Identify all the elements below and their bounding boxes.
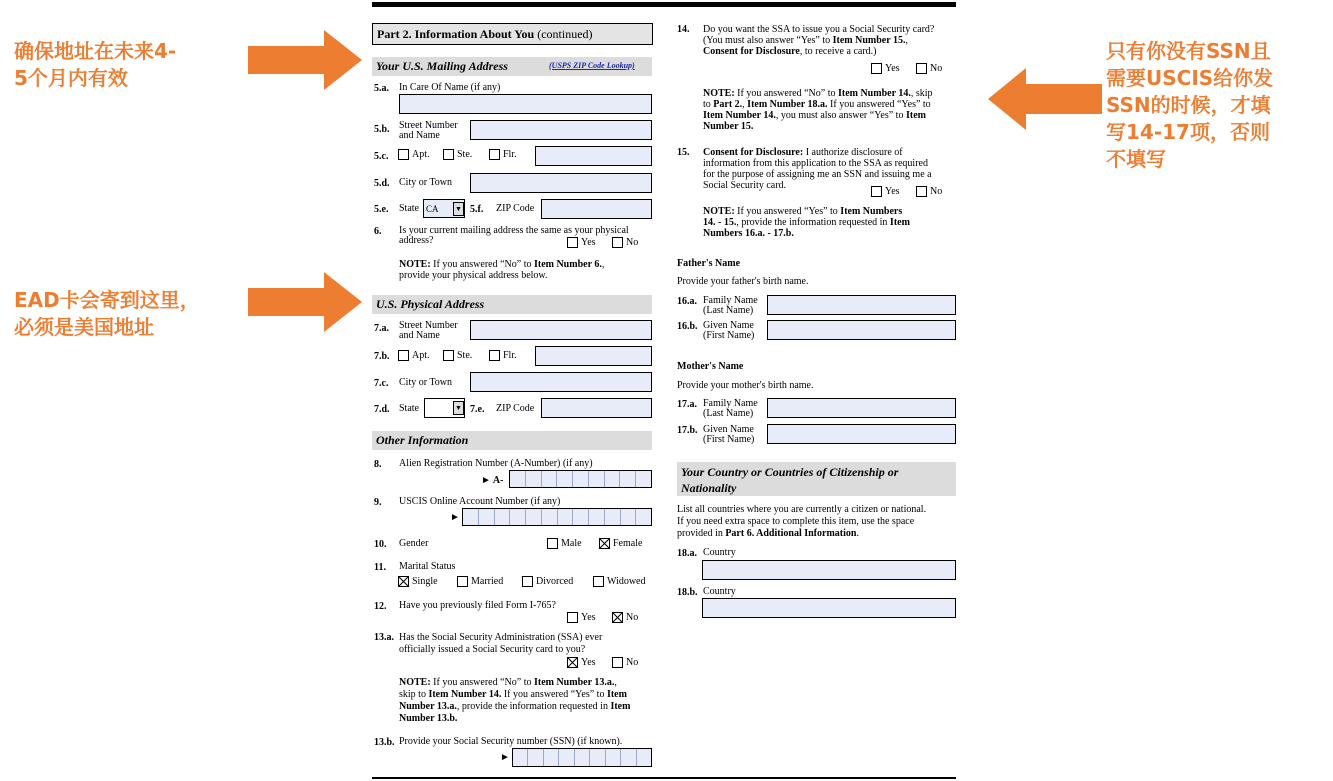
item-number: 15. [677,147,690,158]
city-label: City or Town [399,377,453,388]
in-care-of-label: In Care Of Name (if any) [399,82,501,93]
top-rule [372,2,956,7]
ssn-label: Provide your Social Security number (SSN) (if known). [399,736,623,747]
item-number: 7.a. [374,323,389,334]
city-label: City or Town [399,177,453,188]
state-label: State [399,203,419,214]
married-checkbox[interactable]: Married [457,576,503,587]
country-1-input[interactable] [702,560,956,580]
single-checkbox[interactable]: Single [398,576,438,587]
mother-name-header: Mother's Name [677,361,744,372]
item-number: 17.b. [677,425,698,436]
state-select[interactable]: CA ▼ [423,199,465,218]
male-checkbox[interactable]: Male [547,538,582,549]
family-name-label: Family Name (Last Name) [703,398,758,419]
q12-yes-checkbox[interactable]: Yes [567,612,596,623]
mother-family-name-input[interactable] [767,398,956,418]
state-label: State [399,403,419,414]
q6-no-checkbox[interactable]: No [612,237,638,248]
item-number: 7.e. [470,404,485,415]
father-given-name-input[interactable] [767,320,956,340]
zip-input[interactable] [541,199,652,219]
citizenship-text: List all countries where you are currently a citizen or national. If you need extra space to complete this item, use the space provided in Part 6. Additional Information. [677,504,927,539]
unit-number-input[interactable] [535,346,652,366]
item-number: 7.c. [374,378,389,389]
zip-label: ZIP Code [496,203,535,214]
usps-zip-link[interactable]: (USPS ZIP Code Lookup) [549,61,635,70]
note-q13a: NOTE: If you answered “No” to Item Number 13.a., skip to Item Number 14. If you answered “Yes” to Item Number 13.a., provide the information requested in Item Number 13.b. [399,677,631,724]
item-number: 18.b. [677,587,698,598]
item-number: 14. [677,24,690,35]
zip-input[interactable] [541,398,652,418]
chevron-down-icon: ▼ [453,202,464,216]
mailing-address-header: Your U.S. Mailing Address [372,57,652,76]
father-family-name-input[interactable] [767,295,956,315]
city-input[interactable] [470,173,652,193]
q13a-yes-checkbox[interactable]: Yes [567,657,596,668]
state-select[interactable] [424,398,465,418]
arrow-marker-icon: ► [450,512,460,523]
father-name-text: Provide your father's birth name. [677,276,809,287]
item-number: 10. [374,539,387,550]
annotation-ead-mail: EAD卡会寄到这里， 必须是美国地址 [14,288,200,339]
street-input[interactable] [470,320,652,340]
city-input[interactable] [470,372,652,392]
item-number: 16.a. [677,296,697,307]
given-name-label: Given Name (First Name) [703,320,755,341]
country-2-input[interactable] [702,598,956,618]
item-number: 16.b. [677,321,698,332]
street-label: Street Number and Name [399,320,458,341]
item-number: 7.d. [374,404,390,415]
zip-label: ZIP Code [496,403,535,414]
country-label: Country [703,547,736,558]
item-number: 9. [374,497,382,508]
item-number: 13.b. [374,737,395,748]
item-number: 5.c. [374,151,389,162]
bottom-rule [372,777,956,779]
item-number: 6. [374,226,382,237]
item-number: 18.a. [677,548,697,559]
chevron-down-icon: ▼ [453,401,464,415]
q12-no-checkbox[interactable]: No [612,612,638,623]
apt-checkbox[interactable]: Apt. [398,149,430,160]
divorced-checkbox[interactable]: Divorced [522,576,573,587]
given-name-label: Given Name (First Name) [703,424,755,445]
marital-status-label: Marital Status [399,561,456,572]
item-number: 5.f. [470,204,484,215]
other-information-header: Other Information [372,431,652,450]
item-number: 7.b. [374,351,390,362]
street-label: Street Number and Name [399,120,458,141]
arrow-right-icon [248,28,364,92]
arrow-right-icon [248,270,364,334]
q14-no-checkbox[interactable]: No [916,63,942,74]
father-name-header: Father's Name [677,258,741,269]
arrow-marker-icon: ► [500,752,510,763]
in-care-of-input[interactable] [399,94,652,114]
physical-address-header: U.S. Physical Address [372,295,652,314]
widowed-checkbox[interactable]: Widowed [593,576,645,587]
street-input[interactable] [470,120,652,140]
mother-given-name-input[interactable] [767,424,956,444]
q13a-no-checkbox[interactable]: No [612,657,638,668]
a-number-prefix: ► A- [481,475,504,486]
q6-text: Is your current mailing address the same as your physical address? [399,225,629,246]
q13a-text: Has the Social Security Administration (SSA) ever officially issued a Social Security card to you? [399,632,603,655]
gender-label: Gender [399,538,429,549]
arrow-left-icon [986,66,1104,132]
a-number-label: Alien Registration Number (A-Number) (if any) [399,458,593,469]
annotation-address-valid: 确保地址在未来4- 5个月内有效 [14,39,177,90]
uscis-account-input[interactable] [462,508,652,526]
note-q15: NOTE: If you answered “Yes” to Item Numbers 14. - 15., provide the information requested in Item Numbers 16.a. - 17.b. [703,206,910,239]
flr-checkbox[interactable]: Flr. [489,350,517,361]
female-checkbox[interactable]: Female [599,538,642,549]
q15-text: Consent for Disclosure: I authorize disclosure of information from this application to the SSA as required for the purpose of assigning me an SSN and issuing me a Social Security card. [703,147,932,191]
mother-name-text: Provide your mother's birth name. [677,380,814,391]
uscis-account-label: USCIS Online Account Number (if any) [399,496,561,507]
unit-number-input[interactable] [535,146,652,166]
q14-yes-checkbox[interactable]: Yes [871,63,900,74]
part-2-header: Part 2. Information About You (continued) [372,23,653,45]
annotation-ssn-only: 只有你没有SSN且 需要USCIS给你发 SSN的时候，才填 写14-17项，否则 不填写 [1106,39,1274,171]
item-number: 5.d. [374,178,390,189]
citizenship-header: Your Country or Countries of Citizenship or Nationality [677,462,956,496]
item-number: 11. [374,562,386,573]
q15-yes-checkbox[interactable]: Yes [871,186,900,197]
flr-checkbox[interactable]: Flr. [489,149,517,160]
item-number: 8. [374,459,382,470]
a-number-input[interactable] [509,470,652,488]
item-number: 12. [374,601,387,612]
item-number: 5.e. [374,204,389,215]
item-number: 5.b. [374,124,390,135]
country-label: Country [703,586,736,597]
ste-checkbox[interactable]: Ste. [443,350,472,361]
q14-text: Do you want the SSA to issue you a Social Security card? (You must also answer “Yes” to Item Number 15., Consent for Disclosure, to receive a card.) [703,24,935,57]
item-number: 17.a. [677,399,697,410]
apt-checkbox[interactable]: Apt. [398,350,430,361]
q12-text: Have you previously filed Form I-765? [399,600,556,611]
note-q14: NOTE: If you answered “No” to Item Number 14., skip to Part 2., Item Number 18.a. If you answered “Yes” to Item Number 14., you must also answer “Yes” to Item Number 15. [703,88,933,132]
ste-checkbox[interactable]: Ste. [443,149,472,160]
family-name-label: Family Name (Last Name) [703,295,758,316]
ssn-input[interactable] [512,748,652,767]
item-number: 13.a. [374,632,394,643]
q6-yes-checkbox[interactable]: Yes [567,237,596,248]
q15-no-checkbox[interactable]: No [916,186,942,197]
item-number: 5.a. [374,83,389,94]
note-q6: NOTE: If you answered “No” to Item Number 6., provide your physical address below. [399,259,605,281]
